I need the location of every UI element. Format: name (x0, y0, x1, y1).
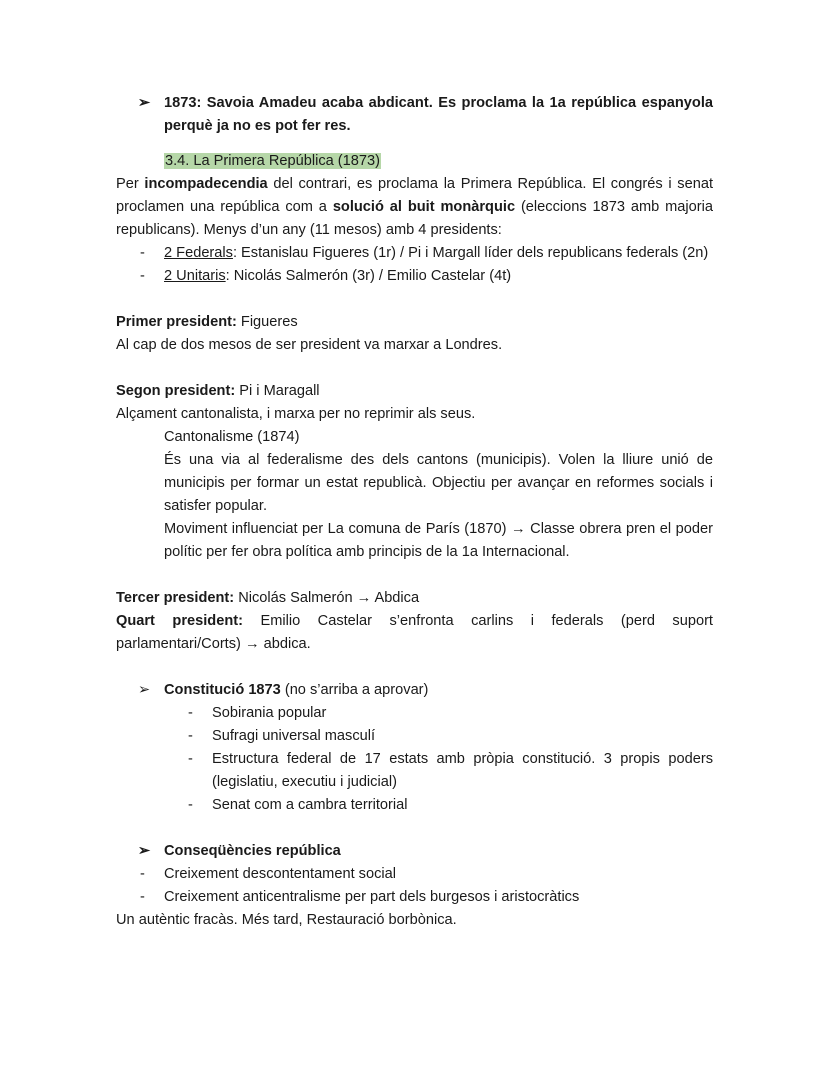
dash-icon: - (188, 705, 193, 721)
cantonalisme-p1: És una via al federalisme des dels cantons (municipis). Volen la lliure unió de municipis per formar un estat republicà. Objectiu per avançar en reformes socials i satisfer popular. (164, 452, 713, 514)
dash-icon: - (188, 728, 193, 744)
second-president-desc: Alçament cantonalista, i marxa per no reprimir als seus. (116, 406, 476, 422)
list-label: 2 Unitaris (164, 268, 226, 284)
first-president (116, 311, 713, 334)
text: Emilio Castelar s’enfronta carlins i federals (perd suport parlamentari/Corts) → abdica. (116, 613, 713, 652)
consequence-item (116, 863, 713, 886)
name: Pi i Maragall (235, 383, 320, 399)
name: Figueres (236, 314, 298, 330)
label: Quart president: (116, 613, 243, 629)
constitution-item (116, 748, 713, 794)
bold-term: incompadecendia (144, 176, 268, 192)
dash-icon: - (140, 889, 145, 905)
dash-icon: - (140, 866, 145, 882)
list-item-unitaris (116, 265, 713, 288)
document-page (116, 92, 713, 932)
second-president (116, 380, 713, 403)
heading-highlight: 3.4. La Primera República (1873) (165, 153, 380, 169)
intro-bullet (116, 92, 713, 138)
label: Tercer president: (116, 590, 235, 606)
section-heading (116, 150, 713, 173)
consequences-bullet (116, 840, 713, 863)
fourth-president (116, 610, 713, 656)
dash-icon: - (140, 268, 145, 284)
constitution-title: Constitució 1873 (164, 682, 281, 698)
constitution-item (116, 794, 713, 817)
consequences-title: Conseqüències república (164, 843, 341, 859)
first-president-desc: Al cap de dos mesos de ser president va marxar a Londres. (116, 337, 503, 353)
list-text: : Estanislau Figueres (1r) / Pi i Margall líder dels republicans federals (2n) (232, 245, 709, 261)
list-text: : Nicolás Salmerón (3r) / Emilio Castelar (4t) (225, 268, 512, 284)
list-label: 2 Federals (164, 245, 233, 261)
item-text: Estructura federal de 17 estats amb pròpia constitució. 3 propis poders (legislatiu, executiu i judicial) (212, 751, 713, 790)
consequence-item (116, 886, 713, 909)
intro-text: 1873: Savoia Amadeu acaba abdicant. Es proclama la 1a república espanyola perquè ja no es pot fer res. (164, 95, 713, 134)
arrow-bullet-icon: ➢ (138, 843, 151, 859)
label: Primer president: (116, 314, 237, 330)
dash-icon: - (188, 797, 193, 813)
bold-term: solució al buit monàrquic (332, 199, 516, 215)
label: Segon president: (116, 383, 236, 399)
constitution-note: (no s’arriba a aprovar) (280, 682, 429, 698)
text: del contrari, es proclama la Primera República. El congrés i senat proclamen una república com a (116, 176, 713, 215)
list-item-federals (116, 242, 713, 265)
item-text: Sobirania popular (212, 705, 327, 721)
item-text: Sufragi universal masculí (212, 728, 376, 744)
cantonalisme-title: Cantonalisme (1874) (164, 429, 300, 445)
cantonalisme-p2: Moviment influenciat per La comuna de París (1870) → Classe obrera pren el poder polític per fer obra política amb principis de la 1a Internacional. (164, 521, 713, 560)
item-text: Creixement descontentament social (164, 866, 396, 882)
item-text: Creixement anticentralisme per part dels burgesos i aristocràtics (164, 889, 580, 905)
arrow-bullet-icon: ➢ (138, 682, 151, 698)
dash-icon: - (188, 751, 193, 767)
arrow-bullet-icon: ➢ (138, 95, 151, 111)
section-paragraph (116, 173, 713, 242)
text: Nicolás Salmerón → Abdica (234, 590, 420, 606)
item-text: Senat com a cambra territorial (212, 797, 408, 813)
dash-icon: - (140, 245, 145, 261)
conclusion: Un autèntic fracàs. Més tard, Restauració borbònica. (116, 912, 457, 928)
text: (eleccions 1873 amb majoria republicans). Menys d’un any (11 mesos) amb 4 presidents: (116, 199, 713, 238)
constitution-bullet (116, 679, 713, 702)
text: Per (116, 176, 145, 192)
constitution-item (116, 702, 713, 725)
third-president (116, 587, 713, 610)
constitution-item (116, 725, 713, 748)
